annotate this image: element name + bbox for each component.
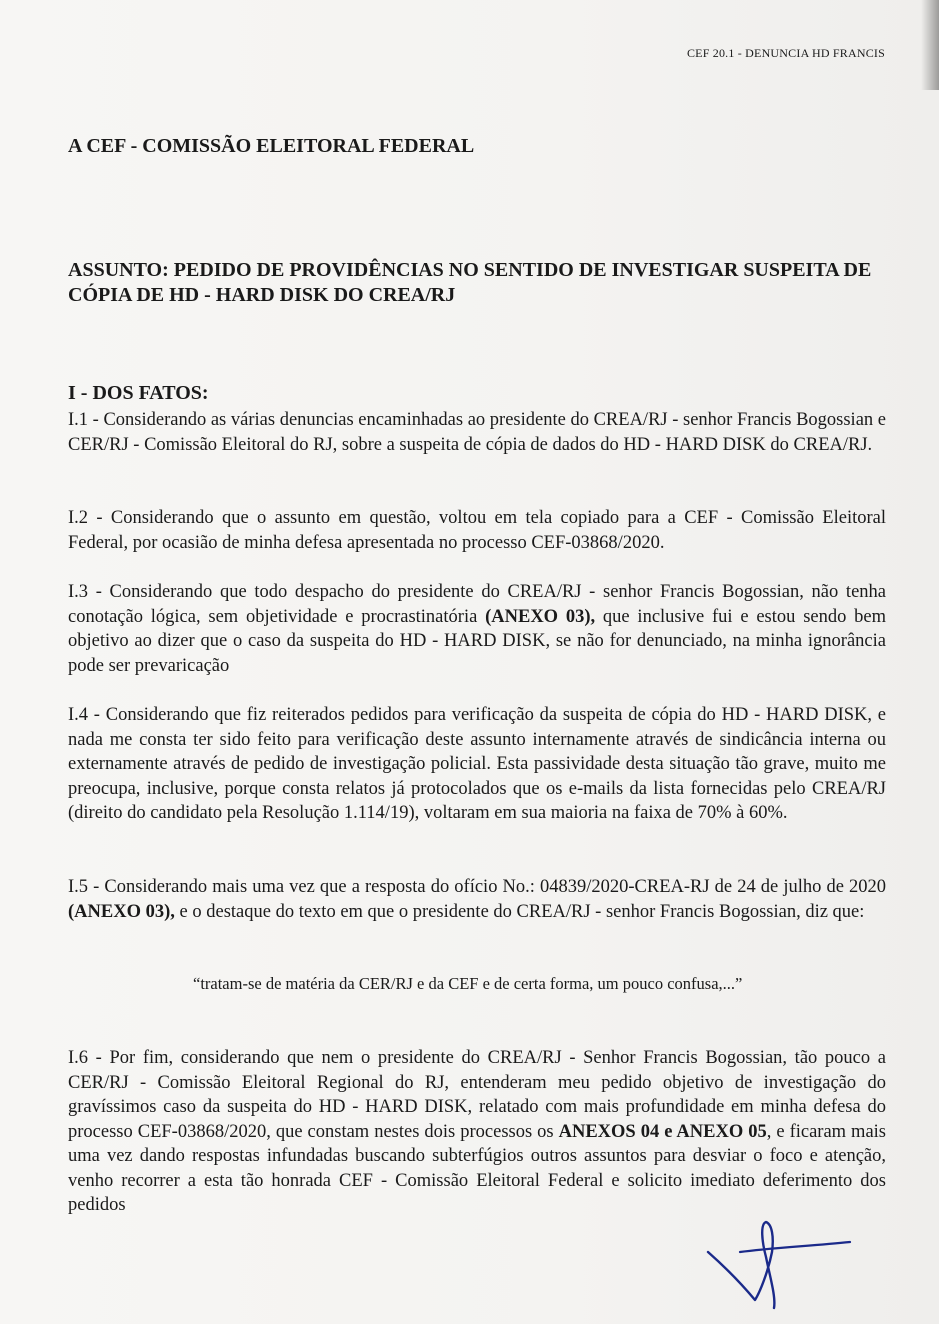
page-edge-shadow — [921, 0, 939, 90]
paragraph-6-text-a: I.6 - Por fim, considerando que nem o presidente do CREA/RJ - Senhor Francis Bogossian, tão pouco a CER/RJ - Comissão Eleitoral Regional do RJ, entenderam meu pedido objetivo de investigação do gravíssimos caso da suspeita do HD - HARD DISK, relatado com mais profundidade em minha defesa do processo CEF-03868/2020, que constam nestes dois processos os — [68, 1048, 886, 1142]
paragraph-3-text-b: que inclusive fui e estou sendo bem objetivo ao dizer que o caso da suspeita do HD - HARD DISK, se não for denunciado, na minha ignorância pode ser prevaricação — [68, 606, 886, 676]
addressee: A CEF - COMISSÃO ELEITORAL FEDERAL — [68, 135, 475, 157]
paragraph-5 — [68, 875, 886, 924]
paragraph-4: I.4 - Considerando que fiz reiterados pedidos para verificação da suspeita de cópia do HD - HARD DISK, e nada me consta ter sido feito para verificação deste assunto internamente através de sindicância interna ou externamente através de pedido de investigação policial. Esta passividade desta situação tão grave, muito me preocupa, inclusive, porque consta relatos já protocolados que os e-mails da lista fornecidas pelo CREA/RJ (direito do candidato pela Resolução 1.114/19), voltaram em sua maioria na faixa de 70% à 60%. — [68, 705, 886, 823]
document-reference: CEF 20.1 - DENUNCIA HD FRANCIS — [686, 46, 885, 60]
paragraph-1: I.1 - Considerando as várias denuncias encaminhadas ao presidente do CREA/RJ - senhor Francis Bogossian e CER/RJ - Comissão Eleitoral do RJ, sobre a suspeita de cópia de dados do HD - HARD DISK do CREA/RJ. — [68, 410, 886, 455]
handwritten-signature — [700, 1212, 860, 1312]
paragraph-6 — [68, 1046, 886, 1218]
paragraph-5-annex: (ANEXO 03), — [68, 901, 175, 922]
paragraph-2: I.2 - Considerando que o assunto em questão, voltou em tela copiado para a CEF - Comissão Eleitoral Federal, por ocasião de minha defesa apresentada no processo CEF-03868/2020. — [68, 508, 886, 553]
paragraph-3-annex: (ANEXO 03), — [485, 606, 596, 627]
paragraph-3-text-a: I.3 - Considerando que todo despacho do presidente do CREA/RJ - senhor Francis Bogossian, não tenha conotação lógica, sem objetividade e procrastinatória — [68, 582, 886, 627]
paragraph-5-text-a: I.5 - Considerando mais uma vez que a resposta do ofício No.: 04839/2020-CREA-RJ de 24 de julho de 2020 — [68, 877, 886, 897]
quoted-text: “tratam-se de matéria da CER/RJ e da CEF e de certa forma, um pouco confusa,...” — [193, 974, 743, 993]
paragraph-6-text-b: , e ficaram mais uma vez dando respostas infundadas buscando subterfúgios outros assuntos para desviar o foco e atenção, venho recorrer a esta tão honrada CEF - Comissão Eleitoral Federal e solicito imediato deferimento dos pedidos — [68, 1121, 886, 1215]
paragraph-5-text-b: e o destaque do texto em que o presidente do CREA/RJ - senhor Francis Bogossian, diz que: — [174, 901, 865, 922]
paragraph-6-annexes: ANEXOS 04 e ANEXO 05 — [558, 1121, 767, 1142]
paragraph-3 — [68, 580, 886, 678]
section-title: I - DOS FATOS: — [68, 382, 209, 404]
subject: ASSUNTO: PEDIDO DE PROVIDÊNCIAS NO SENTIDO DE INVESTIGAR SUSPEITA DE CÓPIA DE HD - HARD DISK DO CREA/RJ — [68, 259, 872, 306]
